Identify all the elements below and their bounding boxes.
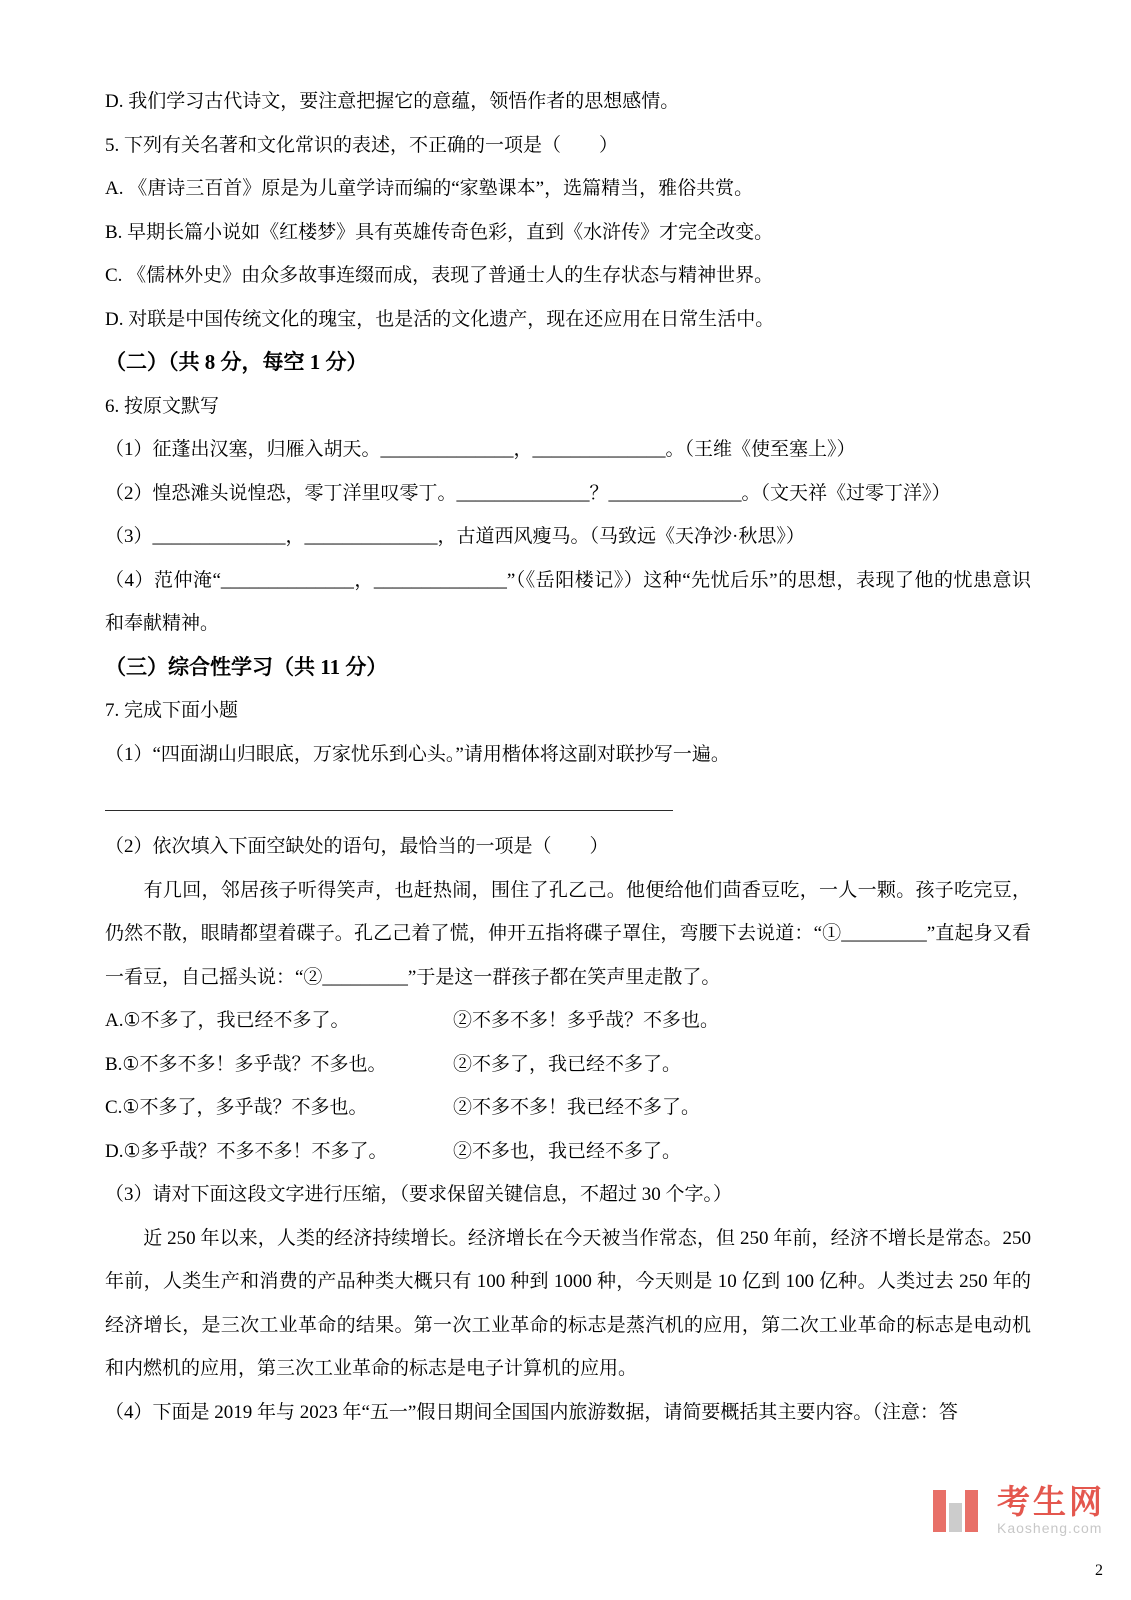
kaosheng-watermark xyxy=(931,1485,1105,1536)
page-number: 2 xyxy=(1095,1562,1103,1579)
question-5-option-d: D. 对联是中国传统文化的瑰宝，也是活的文化遗产，现在还应用在日常生活中。 xyxy=(105,308,775,330)
question-7-2-stem: （2）依次填入下面空缺处的语句，最恰当的一项是（ ） xyxy=(105,836,609,857)
question-6-item-4: （4）范仲淹“______________，______________”（《岳阳楼记》）这种“先忧后乐”的思想，表现了他的忧患意识和奉献精神。 xyxy=(105,569,1031,634)
question-7-stem: 7. 完成下面小题 xyxy=(105,700,239,721)
question-5-option-c: C. 《儒林外史》由众多故事连缀而成，表现了普通士人的生存状态与精神世界。 xyxy=(105,265,774,286)
option-d-part-1: D.①多乎哉？不多不多！不多了。 xyxy=(105,1140,388,1162)
question-7-3-stem: （3）请对下面这段文字进行压缩，（要求保留关键信息，不超过 30 个字。） xyxy=(105,1184,733,1205)
section-3-heading: （三）综合性学习（共 11 分） xyxy=(105,654,388,679)
question-4-option-d: D. 我们学习古代诗文，要注意把握它的意蕴，领悟作者的思想感情。 xyxy=(105,91,680,112)
question-5-option-b: B. 早期长篇小说如《红楼梦》具有英雄传奇色彩，直到《水浒传》才完全改变。 xyxy=(105,221,774,243)
watermark-brand: 考生网 xyxy=(997,1483,1105,1520)
watermark-text xyxy=(997,1485,1105,1536)
question-5-option-a: A. 《唐诗三百首》原是为儿童学诗而编的“家塾课本”，选篇精当，雅俗共赏。 xyxy=(105,178,754,199)
logo-bar-right xyxy=(965,1490,978,1532)
question-7-3-passage: 近 250 年以来，人类的经济持续增长。经济增长在今天被当作常态，但 250 年前，经济不增长是常态。250 年前，人类生产和消费的产品种类大概只有 100 种到 1000 种，今天则是 10 亿到 100 亿种。人类过去 250 年的经济增长，是三次工业革命的结果。第一次工业革命的标志是蒸汽机的应用，第二次工业革命的标志是电动机和内燃机的应用，第三次工业革命的标志是电子计算机的应用。 xyxy=(105,1227,1036,1379)
option-c-part-2: ②不多不多！我已经不多了。 xyxy=(453,1097,701,1118)
question-7-4-stem: （4）下面是 2019 年与 2023 年“五一”假日期间全国国内旅游数据，请简要概括其主要内容。（注意：答 xyxy=(105,1401,958,1423)
watermark-domain: Kaosheng.com xyxy=(997,1520,1103,1536)
option-a-part-1: A.①不多了，我已经不多了。 xyxy=(105,1010,350,1031)
logo-bar-middle xyxy=(949,1503,962,1532)
question-7-2-option-a xyxy=(105,999,1031,1043)
option-a-part-2: ②不多不多！多乎哉？不多也。 xyxy=(453,1010,720,1031)
option-d-part-2: ②不多也，我已经不多了。 xyxy=(453,1140,682,1162)
option-c-part-1: C.①不多了，多乎哉？不多也。 xyxy=(105,1097,368,1118)
question-7-2-option-c xyxy=(105,1086,1031,1130)
question-6-item-3: （3）______________，______________，古道西风瘦马。（马致远《天净沙·秋思》） xyxy=(105,526,805,547)
question-7-2-option-d xyxy=(105,1130,1031,1174)
logo-bar-left xyxy=(933,1490,946,1532)
question-7-2-option-b xyxy=(105,1043,1031,1087)
question-7-2-passage: 有几回，邻居孩子听得笑声，也赶热闹，围住了孔乙己。他便给他们茴香豆吃，一人一颗。孩子吃完豆，仍然不散，眼睛都望着碟子。孔乙己着了慌，伸开五指将碟子罩住，弯腰下去说道：“①_________”直起身又看一看豆，自己摇头说：“②_________”于是这一群孩子都在笑声里走散了。 xyxy=(105,879,1031,988)
question-6-stem: 6. 按原文默写 xyxy=(105,395,220,417)
option-b-part-1: B.①不多不多！多乎哉？不多也。 xyxy=(105,1053,387,1075)
question-6-item-1: （1）征蓬出汉塞，归雁入胡天。______________，______________。（王维《使至塞上》） xyxy=(105,439,856,460)
question-5-stem: 5. 下列有关名著和文化常识的表述，不正确的一项是（ ） xyxy=(105,134,619,156)
kaosheng-logo-icon xyxy=(931,1487,989,1535)
section-2-heading: （二）（共 8 分，每空 1 分） xyxy=(105,350,368,374)
question-6-item-2: （2）惶恐滩头说惶恐，零丁洋里叹零丁。______________？______________。（文天祥《过零丁洋》） xyxy=(105,482,951,504)
option-b-part-2: ②不多了，我已经不多了。 xyxy=(453,1053,682,1075)
page-content xyxy=(105,80,1036,1434)
question-7-1-stem: （1）“四面湖山归眼底，万家忧乐到心头。”请用楷体将这副对联抄写一遍。 xyxy=(105,743,730,765)
handwriting-answer-line xyxy=(105,776,673,811)
